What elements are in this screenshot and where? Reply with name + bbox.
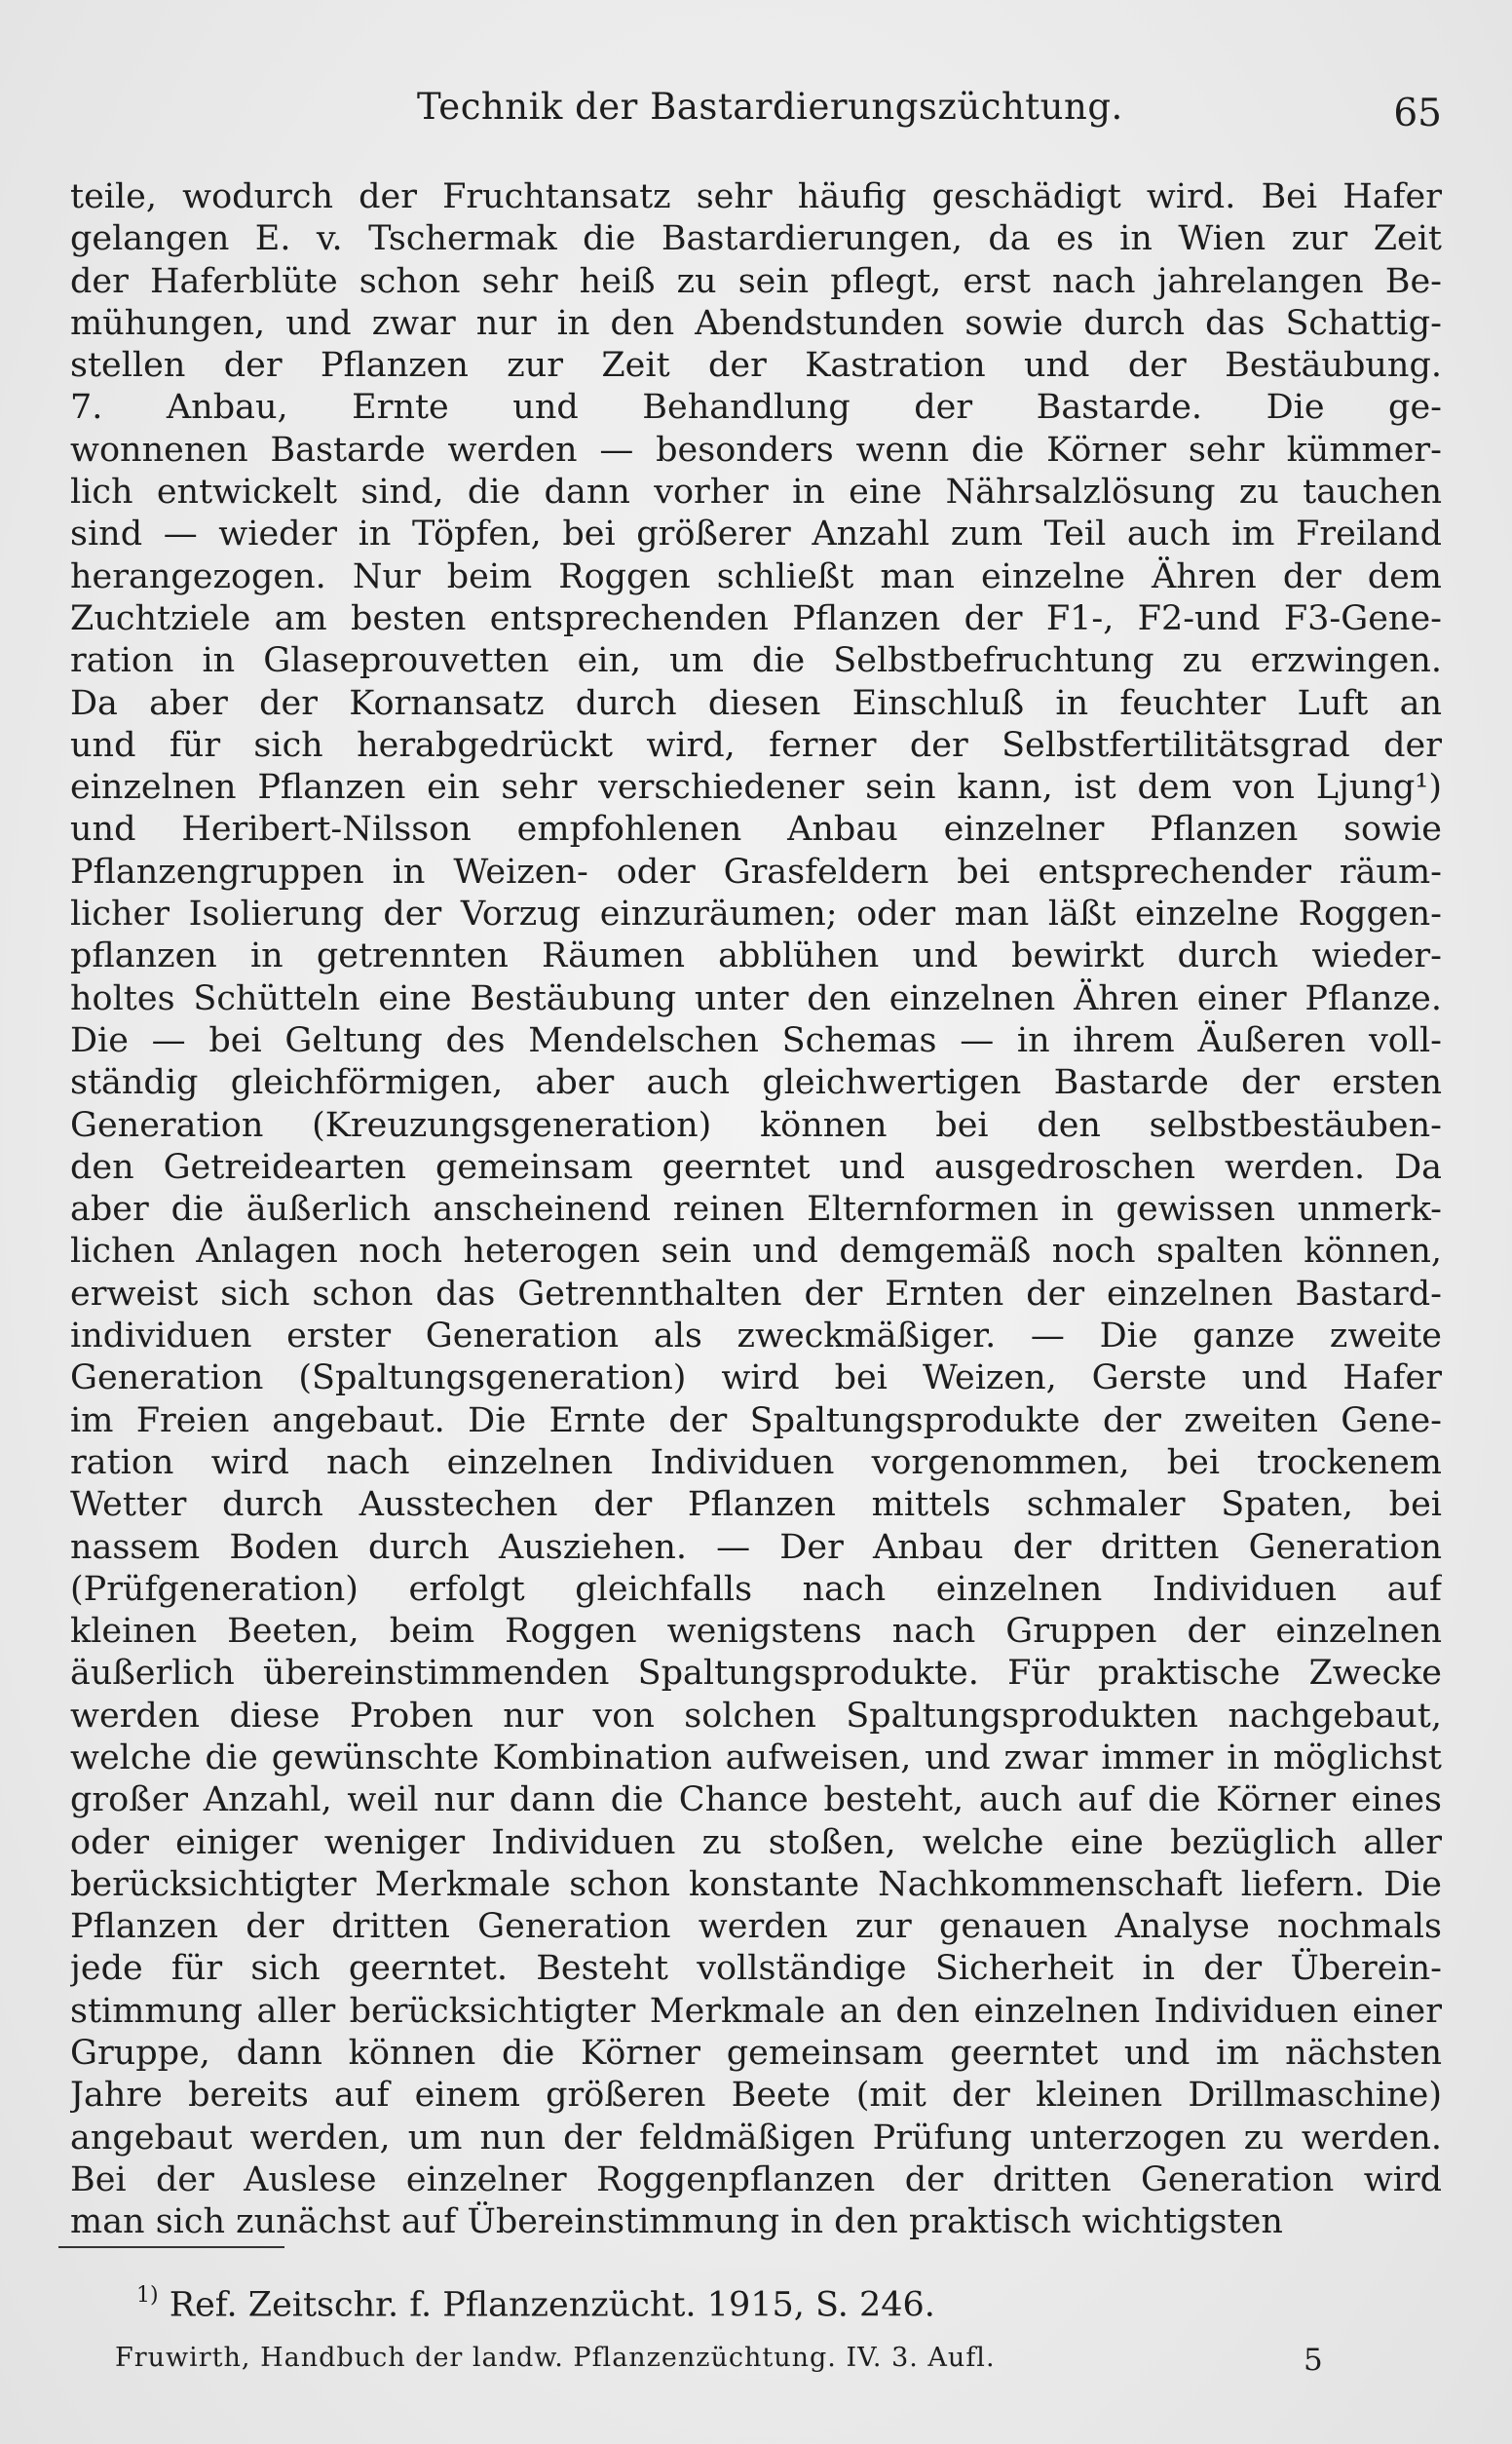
footnote-text: Ref. Zeitschr. f. Pflanzenzücht. 1915, S. 246.: [169, 2285, 935, 2325]
text-line: stimmung aller berücksichtigter Merkmale an den einzelnen Individuen einer: [70, 1991, 1442, 2031]
text-line: Generation (Kreuzungsgeneration) können bei den selbstbestäuben-: [70, 1105, 1442, 1145]
running-head: Technik der Bastardierungszüchtung.: [417, 86, 1123, 128]
text-line: nassem Boden durch Ausziehen. — Der Anbau der dritten Generation: [70, 1527, 1442, 1567]
text-line: werden diese Proben nur von solchen Spaltungsprodukten nachgebaut,: [70, 1696, 1442, 1736]
text-line: Pflanzengruppen in Weizen- oder Grasfeldern bei entsprechender räum-: [70, 852, 1442, 892]
text-line: großer Anzahl, weil nur dann die Chance besteht, auch auf die Körner eines: [70, 1780, 1442, 1820]
footnote-marker: 1): [136, 2283, 159, 2308]
text-line: (Prüfgeneration) erfolgt gleichfalls nach einzelnen Individuen auf: [70, 1569, 1442, 1609]
text-line: ration in Glaseprouvetten ein, um die Selbstbefruchtung zu erzwingen.: [70, 641, 1442, 681]
text-line: mühungen, und zwar nur in den Abendstunden sowie durch das Schattig-: [70, 303, 1442, 343]
footnote-divider: [58, 2246, 284, 2248]
text-line: Bei der Auslese einzelner Roggenpflanzen der dritten Generation wird: [70, 2159, 1442, 2199]
text-line: lich entwickelt sind, die dann vorher in eine Nährsalzlösung zu tauchen: [70, 473, 1442, 513]
text-line: Zuchtziele am besten entsprechenden Pflanzen der F1-, F2-und F3-Gene-: [70, 598, 1442, 638]
text-line: kleinen Beeten, beim Roggen wenigstens nach Gruppen der einzelnen: [70, 1612, 1442, 1652]
text-line: einzelnen Pflanzen ein sehr verschiedener sein kann, ist dem von Ljung¹): [70, 768, 1442, 808]
text-line: und Heribert-Nilsson empfohlenen Anbau einzelner Pflanzen sowie: [70, 810, 1442, 850]
text-line: Da aber der Kornansatz durch diesen Einschluß in feuchter Luft an: [70, 683, 1442, 723]
text-line: Wetter durch Ausstechen der Pflanzen mittels schmaler Spaten, bei: [70, 1485, 1442, 1525]
text-line: Die — bei Geltung des Mendelschen Schemas — in ihrem Äußeren voll-: [70, 1020, 1442, 1060]
text-line: man sich zunächst auf Übereinstimmung in den praktisch wichtigsten: [70, 2202, 1283, 2242]
text-line: individuen erster Generation als zweckmäßiger. — Die ganze zweite: [70, 1317, 1442, 1356]
page-header: [0, 86, 1512, 144]
body-text: [70, 176, 1442, 2244]
text-line: äußerlich übereinstimmenden Spaltungsprodukte. Für praktische Zwecke: [70, 1654, 1442, 1694]
text-line: pflanzen in getrennten Räumen abblühen und bewirkt durch wieder-: [70, 936, 1442, 976]
text-line: Generation (Spaltungsgeneration) wird bei Weizen, Gerste und Hafer: [70, 1358, 1442, 1398]
imprint-line: Fruwirth, Handbuch der landw. Pflanzenzüchtung. IV. 3. Aufl.: [115, 2343, 996, 2373]
page-number: 65: [1393, 92, 1442, 135]
text-line: wonnenen Bastarde werden — besonders wenn die Körner sehr kümmer-: [70, 430, 1442, 470]
text-line: der Haferblüte schon sehr heiß zu sein pflegt, erst nach jahrelangen Be-: [70, 261, 1442, 301]
text-line: ständig gleichförmigen, aber auch gleichwertigen Bastarde der ersten: [70, 1063, 1442, 1103]
text-line: herangezogen. Nur beim Roggen schließt man einzelne Ähren der dem: [70, 556, 1442, 596]
text-line: 7. Anbau, Ernte und Behandlung der Bastarde. Die ge-: [70, 388, 1442, 428]
text-line: angebaut werden, um nun der feldmäßigen Prüfung unterzogen zu werden.: [70, 2118, 1442, 2158]
text-line: oder einiger weniger Individuen zu stoßen, welche eine bezüglich aller: [70, 1822, 1442, 1862]
text-line: Pflanzen der dritten Generation werden zur genauen Analyse nochmals: [70, 1907, 1442, 1947]
text-line: teile, wodurch der Fruchtansatz sehr häufig geschädigt wird. Bei Hafer: [70, 177, 1442, 216]
text-line: jede für sich geerntet. Besteht vollständige Sicherheit in der Überein-: [70, 1949, 1442, 1989]
text-line: stellen der Pflanzen zur Zeit der Kastration und der Bestäubung.: [70, 346, 1442, 386]
text-line: den Getreidearten gemeinsam geerntet und ausgedroschen werden. Da: [70, 1147, 1442, 1187]
text-line: Gruppe, dann können die Körner gemeinsam geerntet und im nächsten: [70, 2034, 1442, 2074]
text-line: Jahre bereits auf einem größeren Beete (mit der kleinen Drillmaschine): [70, 2076, 1442, 2116]
sheet-signature: 5: [1304, 2343, 1323, 2378]
footnote: [136, 2285, 935, 2325]
text-line: erweist sich schon das Getrennthalten der Ernten der einzelnen Bastard-: [70, 1274, 1442, 1314]
text-line: ration wird nach einzelnen Individuen vorgenommen, bei trockenem: [70, 1442, 1442, 1482]
text-line: gelangen E. v. Tschermak die Bastardierungen, da es in Wien zur Zeit: [70, 219, 1442, 259]
text-line: lichen Anlagen noch heterogen sein und demgemäß noch spalten können,: [70, 1232, 1442, 1272]
text-line: aber die äußerlich anscheinend reinen Elternformen in gewissen unmerk-: [70, 1190, 1442, 1230]
text-line: welche die gewünschte Kombination aufweisen, und zwar immer in möglichst: [70, 1738, 1442, 1777]
text-line: licher Isolierung der Vorzug einzuräumen; oder man läßt einzelne Roggen-: [70, 895, 1442, 935]
text-line: im Freien angebaut. Die Ernte der Spaltungsprodukte der zweiten Gene-: [70, 1400, 1442, 1440]
text-line: sind — wieder in Töpfen, bei größerer Anzahl zum Teil auch im Freiland: [70, 515, 1442, 554]
text-line: berücksichtigter Merkmale schon konstante Nachkommenschaft liefern. Die: [70, 1864, 1442, 1904]
text-line: holtes Schütteln eine Bestäubung unter den einzelnen Ähren einer Pflanze.: [70, 978, 1442, 1018]
text-line: und für sich herabgedrückt wird, ferner der Selbstfertilitätsgrad der: [70, 725, 1442, 765]
